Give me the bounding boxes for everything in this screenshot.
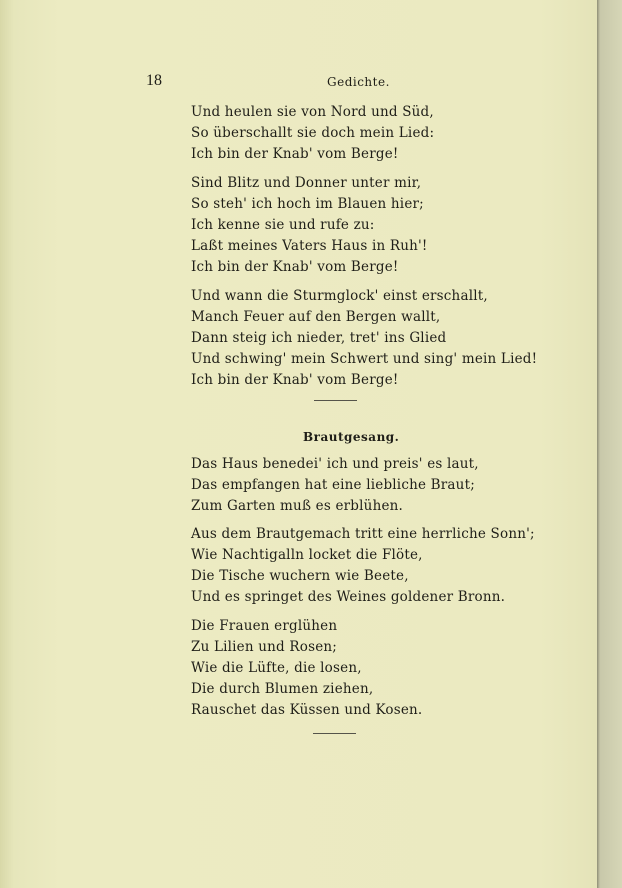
page-number: 18 bbox=[146, 72, 162, 89]
poem1-line: Ich bin der Knab' vom Berge! bbox=[191, 146, 399, 162]
poem2-line: Wie Nachtigalln locket die Flöte, bbox=[191, 547, 423, 563]
poem1-line: Manch Feuer auf den Bergen wallt, bbox=[191, 309, 441, 325]
poem2-line: Das Haus benedei' ich und preis' es laut, bbox=[191, 456, 479, 472]
poem1-line: Und heulen sie von Nord und Süd, bbox=[191, 104, 434, 120]
poem2-line: Aus dem Brautgemach tritt eine herrliche Sonn'; bbox=[191, 526, 535, 542]
poem1-line: So überschallt sie doch mein Lied: bbox=[191, 125, 435, 141]
poem1-line: Ich bin der Knab' vom Berge! bbox=[191, 259, 399, 275]
poem2-line: Die durch Blumen ziehen, bbox=[191, 681, 374, 697]
poem2-line: Die Tische wuchern wie Beete, bbox=[191, 568, 409, 584]
poem1-line: Ich kenne sie und rufe zu: bbox=[191, 217, 375, 233]
section-divider bbox=[313, 733, 356, 734]
poem2-line: Zu Lilien und Rosen; bbox=[191, 639, 338, 655]
poem1-line: Dann steig ich nieder, tret' ins Glied bbox=[191, 330, 447, 346]
poem1-line: Ich bin der Knab' vom Berge! bbox=[191, 372, 399, 388]
poem2-line: Und es springet des Weines goldener Bronn. bbox=[191, 589, 506, 605]
poem1-line: Und wann die Sturmglock' einst erschallt, bbox=[191, 288, 488, 304]
poem2-line: Wie die Lüfte, die losen, bbox=[191, 660, 362, 676]
poem2-line: Das empfangen hat eine liebliche Braut; bbox=[191, 477, 475, 493]
poem1-line: So steh' ich hoch im Blauen hier; bbox=[191, 196, 424, 212]
page-edge-shadow bbox=[597, 0, 622, 888]
poem2-line: Zum Garten muß es erblühen. bbox=[191, 498, 404, 514]
section-divider bbox=[314, 400, 357, 401]
poem2-line: Die Frauen erglühen bbox=[191, 618, 338, 634]
poem1-line: Und schwing' mein Schwert und sing' mein Lied! bbox=[191, 351, 538, 367]
poem-title: Brautgesang. bbox=[303, 430, 400, 444]
poem1-line: Laßt meines Vaters Haus in Ruh'! bbox=[191, 238, 428, 254]
running-head: Gedichte. bbox=[327, 75, 390, 89]
poem2-line: Rauschet das Küssen und Kosen. bbox=[191, 702, 423, 718]
poem1-line: Sind Blitz und Donner unter mir, bbox=[191, 175, 422, 191]
